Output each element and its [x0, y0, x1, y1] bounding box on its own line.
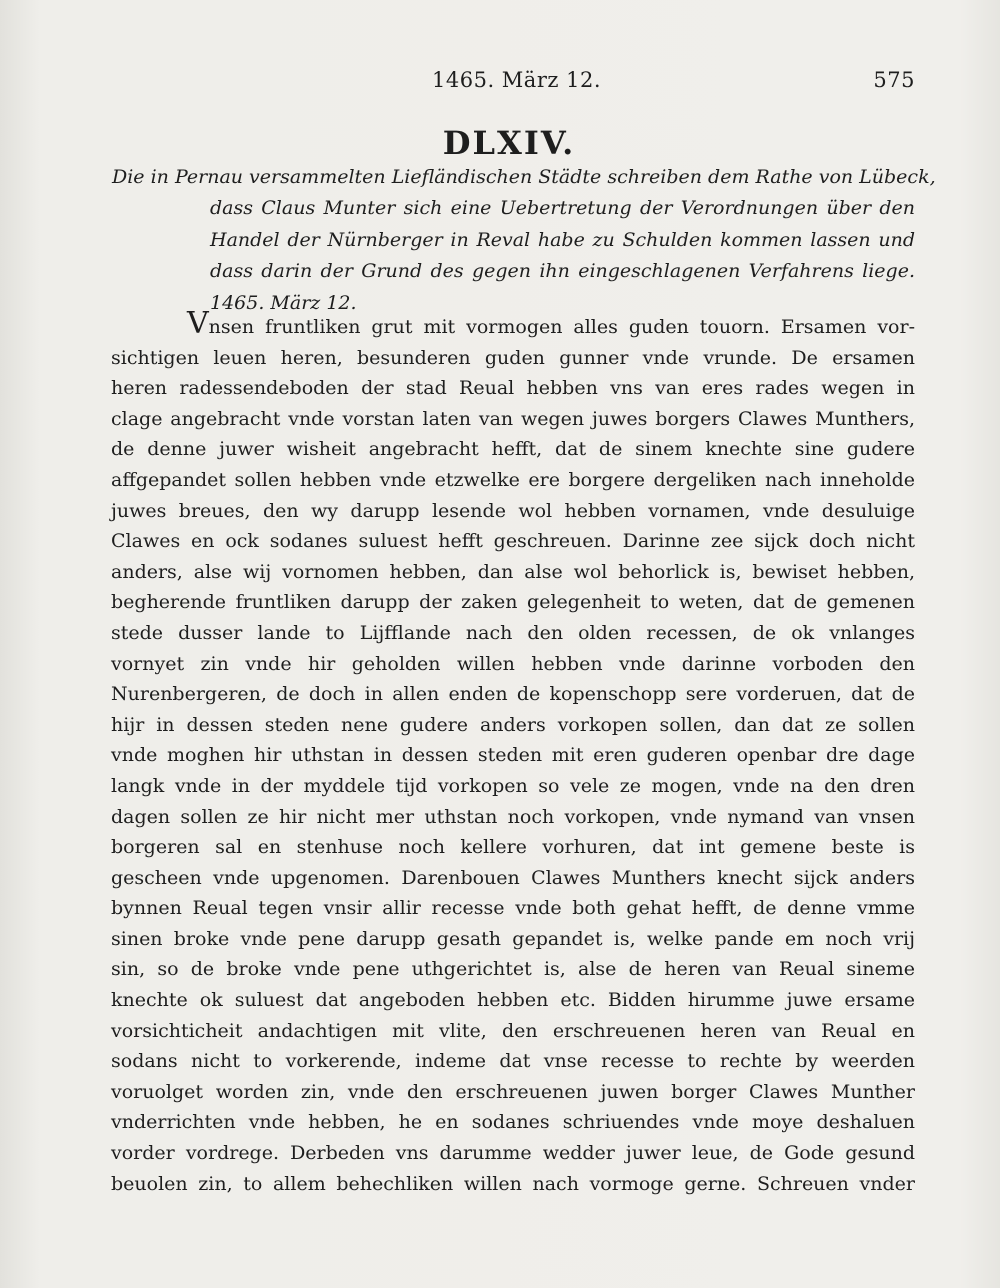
body-line: sodans nicht to vorkerende, indeme dat vnse recesse to rechte by weerden — [111, 1050, 915, 1073]
body-line: hijr in dessen steden nene gudere anders vorkopen sollen, dan dat ze sollen — [111, 713, 915, 736]
summary-line: dass Claus Munter sich eine Uebertretung der Verordnungen über den — [210, 197, 915, 220]
body-line: vorder vordrege. Derbeden vns darumme wedder juwer leue, de Gode gesund — [111, 1142, 915, 1165]
body-line: Clawes en ock sodanes suluest hefft geschreuen. Darinne zee sijck doch nicht — [111, 530, 915, 553]
body-line: heren radessendeboden der stad Reual hebben vns van eres rades wegen in — [111, 377, 915, 400]
body-line: langk vnde in der myddele tijd vorkopen so vele ze mogen, vnde na den dren — [111, 774, 915, 797]
body-line: clage angebracht vnde vorstan laten van wegen juwes borgers Clawes Munthers, — [111, 407, 915, 430]
body-line: sin, so de broke vnde pene uthgerichtet is, alse de heren van Reual sineme — [111, 958, 915, 981]
body-line: vnderrichten vnde hebben, he en sodanes schriuendes vnde moye deshaluen — [111, 1111, 915, 1134]
body-line: beuolen zin, to allem behechliken willen nach vormoge gerne. Schreuen vnder — [111, 1172, 915, 1195]
body-line: bynnen Reual tegen vnsir allir recesse vnde both gehat hefft, de denne vmme — [111, 897, 915, 920]
body-lines — [111, 343, 915, 1200]
body-line: vnde moghen hir uthstan in dessen steden mit eren guderen openbar dre dage — [111, 744, 915, 767]
body-line: anders, alse wij vornomen hebben, dan alse wol behorlick is, bewiset hebben, — [111, 560, 915, 583]
body-line: de denne juwer wisheit angebracht hefft, dat de sinem knechte sine gudere — [111, 438, 915, 461]
summary-line: Die in Pernau versammelten Liefländischen Städte schreiben dem Rathe von Lübeck, — [112, 166, 936, 188]
body-line: stede dusser lande to Lijfflande nach den olden recessen, de ok vnlanges — [111, 621, 915, 644]
summary-line: dass darin der Grund des gegen ihn eingeschlagenen Verfahrens liege. — [210, 260, 915, 283]
letter-body — [111, 306, 915, 1199]
body-line: vorsichticheit andachtigen mit vlite, den erschreuenen heren van Reual en — [111, 1019, 915, 1042]
body-line: knechte ok suluest dat angeboden hebben etc. Bidden hirumme juwe ersame — [111, 989, 915, 1012]
body-first-line — [111, 306, 915, 343]
body-line: begherende fruntliken darupp der zaken gelegenheit to weten, dat de gemenen — [111, 591, 915, 614]
body-line: dagen sollen ze hir nicht mer uthstan noch vorkopen, vnde nymand van vnsen — [111, 805, 915, 828]
body-line: borgeren sal en stenhuse noch kellere vorhuren, dat int gemene beste is — [111, 836, 915, 859]
header-date: 1465. März 12. — [432, 68, 601, 92]
drop-capital: V — [187, 306, 209, 341]
summary-date-line: 1465. März 12. — [210, 291, 357, 314]
body-first-line-text: nsen fruntliken grut mit vormogen alles guden touorn. Ersamen vor- — [208, 316, 915, 338]
body-line: juwes breues, den wy darupp lesende wol hebben vornamen, vnde desuluige — [111, 499, 915, 522]
body-line: sichtigen leuen heren, besunderen guden gunner vnde vrunde. De ersamen — [111, 346, 915, 369]
body-line: voruolget worden zin, vnde den erschreuenen juwen borger Clawes Munther — [111, 1080, 915, 1103]
body-line: sinen broke vnde pene darupp gesath gepandet is, welke pande em noch vrij — [111, 927, 915, 950]
body-line: affgepandet sollen hebben vnde etzwelke ere borgere dergeliken nach inneholde — [111, 468, 915, 491]
summary-line: Handel der Nürnberger in Reval habe zu Schulden kommen lassen und — [210, 228, 915, 251]
body-line: Nurenbergeren, de doch in allen enden de kopenschopp sere vorderuen, dat de — [111, 683, 915, 706]
document-summary — [112, 162, 936, 319]
page-header — [110, 68, 915, 100]
body-line: vornyet zin vnde hir geholden willen hebben vnde darinne vorboden den — [111, 652, 915, 675]
page-number: 575 — [873, 68, 915, 92]
body-line: gescheen vnde upgenomen. Darenbouen Clawes Munthers knecht sijck anders — [111, 866, 915, 889]
document-number: DLXIV. — [442, 124, 576, 162]
